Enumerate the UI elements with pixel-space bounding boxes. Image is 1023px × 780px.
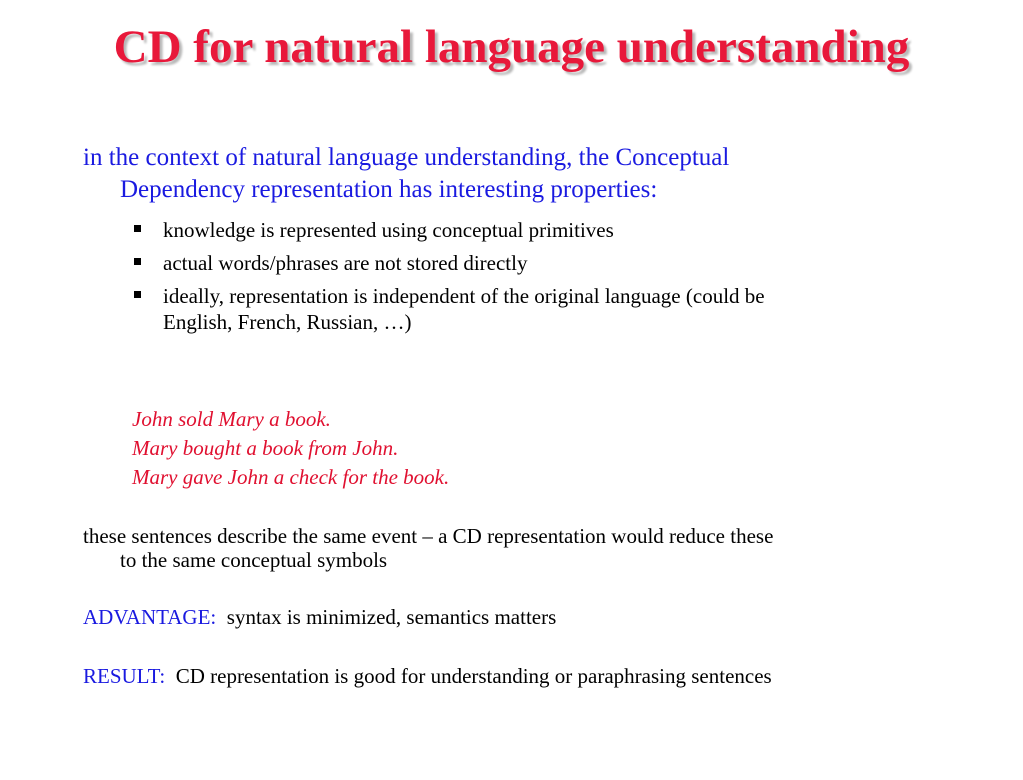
intro-line-2: Dependency representation has interesting properties: bbox=[120, 176, 658, 203]
result-line bbox=[83, 664, 983, 688]
square-bullet-icon bbox=[134, 291, 141, 298]
result-label: RESULT: bbox=[83, 664, 166, 688]
conclusion-paragraph bbox=[83, 524, 983, 572]
example-sentence: Mary bought a book from John. bbox=[132, 436, 399, 460]
square-bullet-icon bbox=[134, 225, 141, 232]
example-sentence: Mary gave John a check for the book. bbox=[132, 465, 450, 489]
bullet-text: knowledge is represented using conceptual primitives bbox=[163, 218, 614, 242]
bullet-text: actual words/phrases are not stored directly bbox=[163, 251, 528, 275]
intro-paragraph bbox=[83, 142, 963, 206]
conclusion-line-1: these sentences describe the same event – a CD representation would reduce these bbox=[83, 524, 774, 548]
advantage-line bbox=[83, 605, 983, 629]
square-bullet-icon bbox=[134, 258, 141, 265]
advantage-text: syntax is minimized, semantics matters bbox=[226, 605, 557, 629]
bullet-item bbox=[132, 217, 962, 243]
bullet-text-line-2: English, French, Russian, …) bbox=[163, 310, 412, 334]
intro-line-1: in the context of natural language understanding, the Conceptual bbox=[83, 144, 730, 171]
bullet-item bbox=[132, 283, 962, 335]
property-bullet-list bbox=[132, 217, 962, 342]
example-sentences bbox=[132, 405, 449, 492]
slide-title: CD for natural language understanding bbox=[113, 21, 910, 73]
advantage-label: ADVANTAGE: bbox=[83, 605, 217, 629]
conclusion-line-2: to the same conceptual symbols bbox=[120, 548, 388, 572]
example-sentence: John sold Mary a book. bbox=[132, 407, 331, 431]
bullet-item bbox=[132, 250, 962, 276]
bullet-text-line-1: ideally, representation is independent of the original language (could be bbox=[163, 284, 765, 308]
result-text: CD representation is good for understanding or paraphrasing sentences bbox=[175, 664, 772, 688]
